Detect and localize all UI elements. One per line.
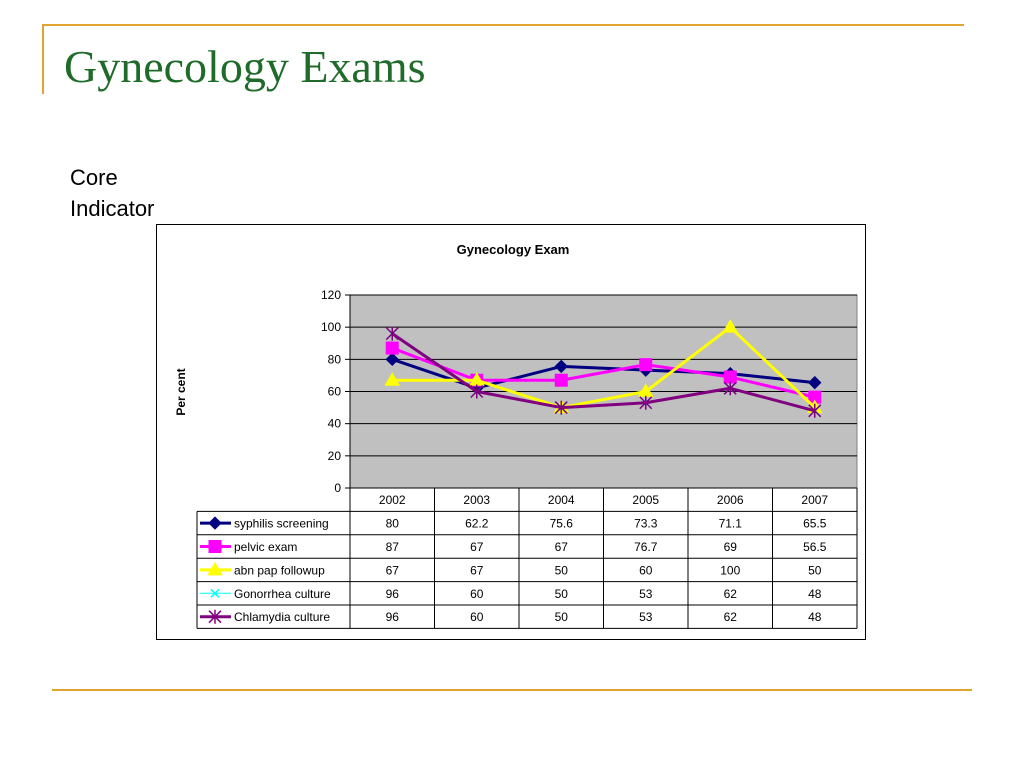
table-cell-value: 50 bbox=[808, 563, 822, 578]
bottom-accent-rule bbox=[52, 689, 972, 691]
subtitle bbox=[70, 162, 154, 224]
left-accent-rule bbox=[42, 24, 44, 94]
table-cell-value: 56.5 bbox=[803, 540, 827, 554]
y-tick-label: 40 bbox=[327, 416, 341, 431]
table-cell-value: 60 bbox=[639, 563, 653, 578]
table-cell-value: 87 bbox=[385, 540, 399, 554]
table-cell-value: 62 bbox=[723, 586, 737, 601]
plot-area bbox=[321, 288, 857, 495]
x-tick-label: 2007 bbox=[801, 493, 829, 507]
table-cell-value: 48 bbox=[808, 586, 822, 601]
chart-title: Gynecology Exam bbox=[456, 242, 570, 257]
table-cell-value: 96 bbox=[385, 610, 399, 625]
table-cell-value: 80 bbox=[385, 516, 399, 531]
table-cell-value: 75.6 bbox=[549, 516, 573, 531]
y-tick-label: 80 bbox=[327, 352, 341, 367]
legend-label: Chlamydia culture bbox=[234, 610, 331, 625]
table-cell-value: 96 bbox=[385, 586, 399, 601]
table-cell-value: 50 bbox=[554, 610, 568, 625]
legend-key-marker bbox=[209, 517, 221, 529]
legend-label: pelvic exam bbox=[234, 540, 298, 554]
x-tick-label: 2003 bbox=[463, 493, 491, 507]
table-cell-value: 62 bbox=[723, 610, 737, 625]
legend-label: abn pap followup bbox=[234, 563, 325, 578]
chart-frame bbox=[156, 224, 866, 640]
subtitle-line: Indicator bbox=[70, 196, 155, 221]
x-tick-label: 2002 bbox=[378, 493, 406, 507]
x-tick-label: 2005 bbox=[632, 493, 660, 507]
table-cell-value: 65.5 bbox=[803, 516, 827, 531]
y-tick-label: 100 bbox=[320, 320, 341, 335]
y-tick-label: 60 bbox=[327, 384, 341, 399]
legend-label: syphilis screening bbox=[234, 516, 329, 531]
legend-key-marker bbox=[209, 541, 221, 553]
line-chart bbox=[157, 225, 867, 641]
table-cell-value: 53 bbox=[639, 610, 653, 625]
top-accent-rule bbox=[42, 24, 964, 26]
table-cell-value: 69 bbox=[723, 540, 737, 554]
table-cell-value: 60 bbox=[470, 586, 484, 601]
table-cell-value: 71.1 bbox=[718, 516, 742, 531]
y-tick-label: 120 bbox=[320, 288, 341, 302]
y-tick-label: 0 bbox=[334, 481, 341, 495]
table-cell-value: 100 bbox=[720, 563, 741, 578]
subtitle-line: Core bbox=[70, 165, 118, 190]
table-cell-value: 62.2 bbox=[465, 516, 489, 531]
table-cell-value: 50 bbox=[554, 563, 568, 578]
data-point bbox=[555, 374, 567, 386]
y-tick-label: 20 bbox=[327, 448, 341, 463]
slide-title: Gynecology Exams bbox=[64, 41, 426, 92]
data-point bbox=[386, 342, 398, 354]
table-cell-value: 67 bbox=[385, 563, 399, 578]
y-axis-label: Per cent bbox=[174, 368, 188, 416]
table-cell-value: 50 bbox=[554, 586, 568, 601]
data-table bbox=[197, 488, 857, 628]
x-tick-label: 2006 bbox=[716, 493, 744, 507]
legend-label: Gonorrhea culture bbox=[234, 586, 331, 601]
table-cell-value: 67 bbox=[554, 540, 568, 554]
table-cell-value: 76.7 bbox=[634, 540, 658, 554]
data-point bbox=[640, 359, 652, 371]
table-cell-value: 67 bbox=[470, 563, 484, 578]
table-cell-value: 60 bbox=[470, 610, 484, 625]
x-tick-label: 2004 bbox=[547, 493, 575, 507]
table-cell-value: 73.3 bbox=[634, 516, 658, 531]
data-point bbox=[724, 371, 736, 383]
table-cell-value: 53 bbox=[639, 586, 653, 601]
table-cell-value: 48 bbox=[808, 610, 822, 625]
table-cell-value: 67 bbox=[470, 540, 484, 554]
